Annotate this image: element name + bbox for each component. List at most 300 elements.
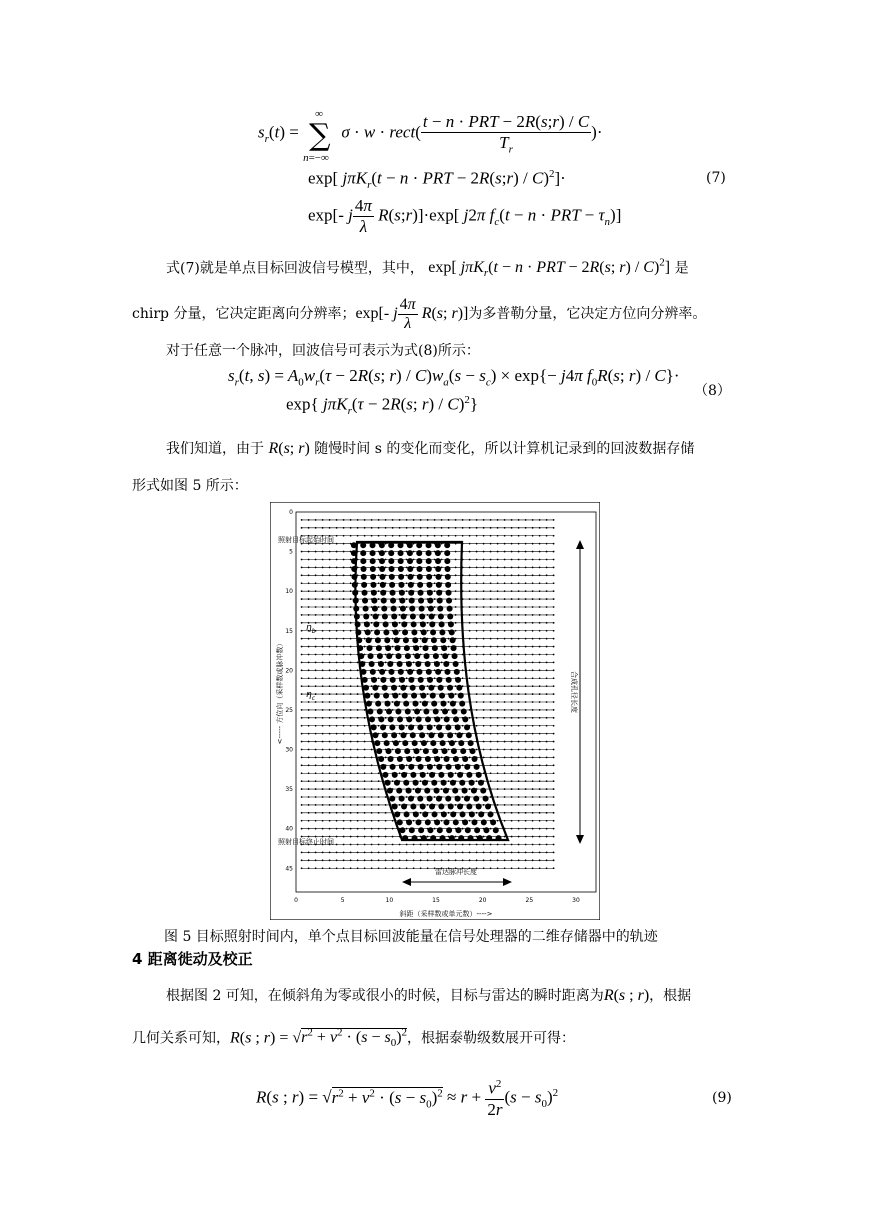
sample-dot (511, 693, 513, 695)
sample-dot (357, 717, 359, 719)
sample-dot (378, 852, 380, 854)
sample-dot (357, 788, 359, 790)
echo-energy-dot (445, 724, 451, 730)
sample-dot (532, 836, 534, 838)
echo-energy-dot (432, 748, 438, 754)
echo-energy-dot (438, 685, 444, 691)
sample-dot (483, 622, 485, 624)
sample-dot (336, 662, 338, 664)
echo-energy-dot (376, 645, 382, 651)
sample-dot (504, 867, 506, 869)
sample-dot (441, 788, 443, 790)
sample-dot (329, 677, 331, 679)
sample-dot (511, 844, 513, 846)
sample-dot (350, 709, 352, 711)
sample-dot (399, 741, 401, 743)
sample-dot (315, 622, 317, 624)
echo-energy-dot (403, 637, 409, 643)
sample-dot (322, 733, 324, 735)
sample-dot (532, 812, 534, 814)
echo-energy-dot (382, 772, 388, 778)
sample-dot (329, 646, 331, 648)
sample-dot (497, 820, 499, 822)
sample-dot (420, 638, 422, 640)
sample-dot (490, 654, 492, 656)
sample-dot (357, 709, 359, 711)
sample-dot (301, 701, 303, 703)
sample-dot (504, 551, 506, 553)
sample-dot (532, 582, 534, 584)
sample-dot (343, 622, 345, 624)
echo-energy-dot (427, 598, 433, 604)
sample-dot (357, 836, 359, 838)
echo-energy-dot (437, 827, 443, 833)
echo-energy-dot (464, 724, 470, 730)
echo-energy-dot (407, 669, 413, 675)
sample-dot (532, 543, 534, 545)
echo-energy-dot (432, 811, 438, 817)
sample-dot (308, 646, 310, 648)
sample-dot (553, 749, 555, 751)
sample-dot (553, 606, 555, 608)
echo-energy-dot (394, 811, 400, 817)
sample-dot (511, 757, 513, 759)
sample-dot (490, 559, 492, 561)
sample-dot (308, 733, 310, 735)
sample-dot (448, 852, 450, 854)
echo-energy-dot (399, 764, 405, 770)
sample-dot (525, 701, 527, 703)
para3-line1: 我们知道，由于 R(s; r) 随慢时间 s 的变化而变化，所以计算机记录到的回波数据存储 (166, 440, 695, 457)
sample-dot (329, 772, 331, 774)
sample-dot (392, 844, 394, 846)
sample-dot (406, 590, 408, 592)
sample-dot (329, 590, 331, 592)
sample-dot (392, 638, 394, 640)
sample-dot (518, 828, 520, 830)
sample-dot (539, 796, 541, 798)
sample-dot (420, 844, 422, 846)
sample-dot (462, 852, 464, 854)
sample-dot (378, 677, 380, 679)
echo-energy-dot (370, 574, 376, 580)
sample-dot (378, 820, 380, 822)
sample-dot (525, 741, 527, 743)
sample-dot (469, 630, 471, 632)
sample-dot (553, 733, 555, 735)
sample-dot (322, 638, 324, 640)
echo-energy-dot (417, 582, 423, 588)
sample-dot (455, 567, 457, 569)
sample-dot (476, 701, 478, 703)
sample-dot (350, 844, 352, 846)
echo-energy-dot (371, 598, 377, 604)
sample-dot (511, 669, 513, 671)
sample-dot (539, 741, 541, 743)
sample-dot (399, 527, 401, 529)
echo-energy-dot (428, 732, 434, 738)
sample-dot (497, 725, 499, 727)
sample-dot (525, 606, 527, 608)
sample-dot (329, 717, 331, 719)
sample-dot (364, 796, 366, 798)
sample-dot (525, 812, 527, 814)
sample-dot (532, 796, 534, 798)
sample-dot (301, 677, 303, 679)
sample-dot (497, 693, 499, 695)
sample-dot (301, 630, 303, 632)
sample-dot (350, 820, 352, 822)
echo-energy-dot (415, 661, 421, 667)
sample-dot (490, 527, 492, 529)
echo-energy-dot (389, 796, 395, 802)
sample-dot (434, 859, 436, 861)
sample-dot (483, 559, 485, 561)
sample-dot (329, 709, 331, 711)
sample-dot (490, 614, 492, 616)
sample-dot (504, 543, 506, 545)
sample-dot (371, 535, 373, 537)
sample-dot (427, 519, 429, 521)
sample-dot (371, 828, 373, 830)
sample-dot (483, 582, 485, 584)
sample-dot (518, 749, 520, 751)
echo-energy-dot (363, 606, 369, 612)
sample-dot (378, 606, 380, 608)
echo-energy-dot (427, 677, 433, 683)
echo-energy-dot (383, 629, 389, 635)
sample-dot (553, 859, 555, 861)
sample-dot (469, 527, 471, 529)
echo-energy-dot (387, 788, 393, 794)
sample-dot (483, 804, 485, 806)
sample-dot (546, 646, 548, 648)
sample-dot (336, 804, 338, 806)
sample-dot (357, 828, 359, 830)
sample-dot (532, 622, 534, 624)
sample-dot (490, 677, 492, 679)
sample-dot (525, 638, 527, 640)
sample-dot (329, 567, 331, 569)
sample-dot (511, 812, 513, 814)
sample-dot (483, 677, 485, 679)
sample-dot (497, 527, 499, 529)
echo-energy-dot (444, 716, 450, 722)
equation-7-number: (7) (706, 170, 726, 186)
sample-dot (483, 844, 485, 846)
sample-dot (511, 725, 513, 727)
sample-dot (336, 772, 338, 774)
sample-dot (455, 844, 457, 846)
sample-dot (553, 654, 555, 656)
sample-dot (497, 757, 499, 759)
echo-energy-dot (379, 550, 385, 556)
echo-energy-dot (416, 558, 422, 564)
sample-dot (532, 574, 534, 576)
sample-dot (469, 757, 471, 759)
sample-dot (553, 669, 555, 671)
echo-energy-dot (461, 709, 467, 715)
sample-dot (539, 638, 541, 640)
sample-dot (350, 654, 352, 656)
echo-energy-dot (431, 780, 437, 786)
sample-dot (308, 725, 310, 727)
sample-dot (511, 867, 513, 869)
sample-dot (406, 669, 408, 671)
sample-dot (329, 630, 331, 632)
sample-dot (343, 741, 345, 743)
echo-energy-dot (417, 796, 423, 802)
sample-dot (336, 788, 338, 790)
sample-dot (504, 559, 506, 561)
echo-energy-dot (391, 732, 397, 738)
sample-dot (371, 757, 373, 759)
sample-dot (525, 590, 527, 592)
sample-dot (476, 780, 478, 782)
sample-dot (483, 685, 485, 687)
sample-dot (364, 828, 366, 830)
sample-dot (455, 685, 457, 687)
echo-energy-dot (375, 637, 381, 643)
echo-energy-dot (379, 566, 385, 572)
sample-dot (469, 535, 471, 537)
echo-energy-dot (446, 677, 452, 683)
sample-dot (434, 527, 436, 529)
sample-dot (553, 598, 555, 600)
sample-dot (490, 606, 492, 608)
sample-dot (434, 574, 436, 576)
echo-energy-dot (406, 756, 412, 762)
sample-dot (343, 852, 345, 854)
sample-dot (483, 701, 485, 703)
sample-dot (504, 646, 506, 648)
sample-dot (385, 535, 387, 537)
echo-energy-dot (371, 677, 377, 683)
sample-dot (336, 764, 338, 766)
sample-dot (308, 606, 310, 608)
echo-energy-dot (413, 701, 419, 707)
echo-energy-dot (436, 724, 442, 730)
sample-dot (483, 662, 485, 664)
echo-energy-dot (425, 819, 431, 825)
sample-dot (553, 709, 555, 711)
echo-energy-dot (464, 764, 470, 770)
sample-dot (497, 559, 499, 561)
echo-energy-dot (421, 629, 427, 635)
sample-dot (469, 614, 471, 616)
sample-dot (539, 859, 541, 861)
echo-energy-dot (404, 811, 410, 817)
echo-energy-dot (441, 701, 447, 707)
sample-dot (322, 677, 324, 679)
sample-dot (322, 709, 324, 711)
sample-dot (364, 812, 366, 814)
sample-dot (525, 836, 527, 838)
sample-dot (350, 867, 352, 869)
sample-dot (518, 709, 520, 711)
sample-dot (343, 574, 345, 576)
sample-dot (329, 812, 331, 814)
sample-dot (406, 844, 408, 846)
x-tick-label: 25 (525, 897, 534, 904)
sample-dot (350, 574, 352, 576)
echo-energy-dot (438, 732, 444, 738)
sample-dot (553, 725, 555, 727)
sample-dot (497, 749, 499, 751)
x-tick-label: 20 (478, 897, 487, 904)
echo-energy-dot (374, 740, 380, 746)
sample-dot (322, 820, 324, 822)
x-tick-label: 5 (340, 897, 345, 904)
sample-dot (336, 559, 338, 561)
sample-dot (511, 662, 513, 664)
echo-energy-dot (428, 685, 434, 691)
echo-energy-dot (418, 598, 424, 604)
sample-dot (357, 519, 359, 521)
sample-dot (315, 741, 317, 743)
echo-energy-dot (378, 716, 384, 722)
sample-dot (518, 559, 520, 561)
sample-dot (539, 614, 541, 616)
echo-energy-dot (429, 614, 435, 620)
sample-dot (546, 543, 548, 545)
sample-dot (525, 804, 527, 806)
sample-dot (476, 551, 478, 553)
sample-dot (504, 693, 506, 695)
sample-dot (518, 804, 520, 806)
sample-dot (322, 828, 324, 830)
sample-dot (322, 551, 324, 553)
sample-dot (525, 772, 527, 774)
sample-dot (315, 669, 317, 671)
sample-dot (378, 598, 380, 600)
sample-dot (343, 527, 345, 529)
sample-dot (385, 852, 387, 854)
echo-energy-dot (417, 566, 423, 572)
sample-dot (413, 527, 415, 529)
sample-dot (490, 852, 492, 854)
sample-dot (441, 717, 443, 719)
sample-dot (553, 662, 555, 664)
sample-dot (434, 567, 436, 569)
sample-dot (490, 701, 492, 703)
sample-dot (350, 622, 352, 624)
sample-dot (378, 582, 380, 584)
sample-dot (525, 796, 527, 798)
sample-dot (525, 567, 527, 569)
sample-dot (448, 859, 450, 861)
sample-dot (462, 669, 464, 671)
sample-dot (525, 662, 527, 664)
echo-energy-dot (451, 645, 457, 651)
echo-energy-dot (439, 629, 445, 635)
echo-energy-dot (447, 606, 453, 612)
echo-energy-dot (380, 677, 386, 683)
echo-energy-dot (439, 621, 445, 627)
echo-energy-dot (451, 709, 457, 715)
sample-dot (469, 543, 471, 545)
sample-dot (343, 836, 345, 838)
echo-energy-dot (380, 590, 386, 596)
sample-dot (476, 567, 478, 569)
sample-dot (420, 859, 422, 861)
sample-dot (448, 535, 450, 537)
sample-dot (434, 677, 436, 679)
sample-dot (532, 820, 534, 822)
sample-dot (518, 772, 520, 774)
sample-dot (539, 788, 541, 790)
sample-dot (301, 749, 303, 751)
sample-dot (322, 867, 324, 869)
echo-energy-dot (455, 764, 461, 770)
sample-dot (546, 828, 548, 830)
echo-energy-dot (400, 732, 406, 738)
equation-9-number: (9) (712, 1090, 732, 1106)
sample-dot (511, 836, 513, 838)
sample-dot (553, 638, 555, 640)
sample-dot (539, 622, 541, 624)
sample-dot (476, 614, 478, 616)
sample-dot (518, 741, 520, 743)
sample-dot (336, 535, 338, 537)
para4-line2: 几何关系可知，R(s ; $r) = √r^2 + v^2 \cdot (s - s_0)^2$，根据泰勒级数展开可得： (132, 1027, 576, 1050)
sample-dot (504, 733, 506, 735)
echo-energy-dot (435, 669, 441, 675)
echo-energy-dot (424, 788, 430, 794)
sample-dot (336, 638, 338, 640)
echo-energy-dot (375, 701, 381, 707)
echo-energy-dot (382, 685, 388, 691)
echo-energy-dot (426, 550, 432, 556)
sample-dot (532, 677, 534, 679)
sample-dot (525, 677, 527, 679)
echo-energy-dot (397, 756, 403, 762)
echo-energy-dot (442, 653, 448, 659)
sample-dot (455, 693, 457, 695)
sample-dot (525, 780, 527, 782)
sample-dot (427, 852, 429, 854)
echo-energy-dot (368, 653, 374, 659)
sample-dot (511, 859, 513, 861)
sample-dot (497, 677, 499, 679)
sample-dot (336, 852, 338, 854)
echo-energy-dot (383, 693, 389, 699)
echo-energy-dot (436, 764, 442, 770)
sample-dot (315, 725, 317, 727)
sample-dot (315, 614, 317, 616)
echo-energy-dot (427, 764, 433, 770)
sample-dot (525, 614, 527, 616)
sample-dot (308, 527, 310, 529)
echo-energy-dot (453, 756, 459, 762)
sample-dot (518, 820, 520, 822)
equation-8-number: （8） (694, 383, 731, 399)
sample-dot (322, 852, 324, 854)
echo-energy-dot (401, 614, 407, 620)
echo-energy-dot (417, 724, 423, 730)
sample-dot (357, 701, 359, 703)
sample-dot (511, 780, 513, 782)
sample-dot (490, 574, 492, 576)
echo-energy-dot (460, 748, 466, 754)
sample-dot (518, 859, 520, 861)
sample-dot (483, 535, 485, 537)
sample-dot (441, 820, 443, 822)
sample-dot (448, 638, 450, 640)
sample-dot (546, 630, 548, 632)
sample-dot (364, 638, 366, 640)
sample-dot (511, 685, 513, 687)
